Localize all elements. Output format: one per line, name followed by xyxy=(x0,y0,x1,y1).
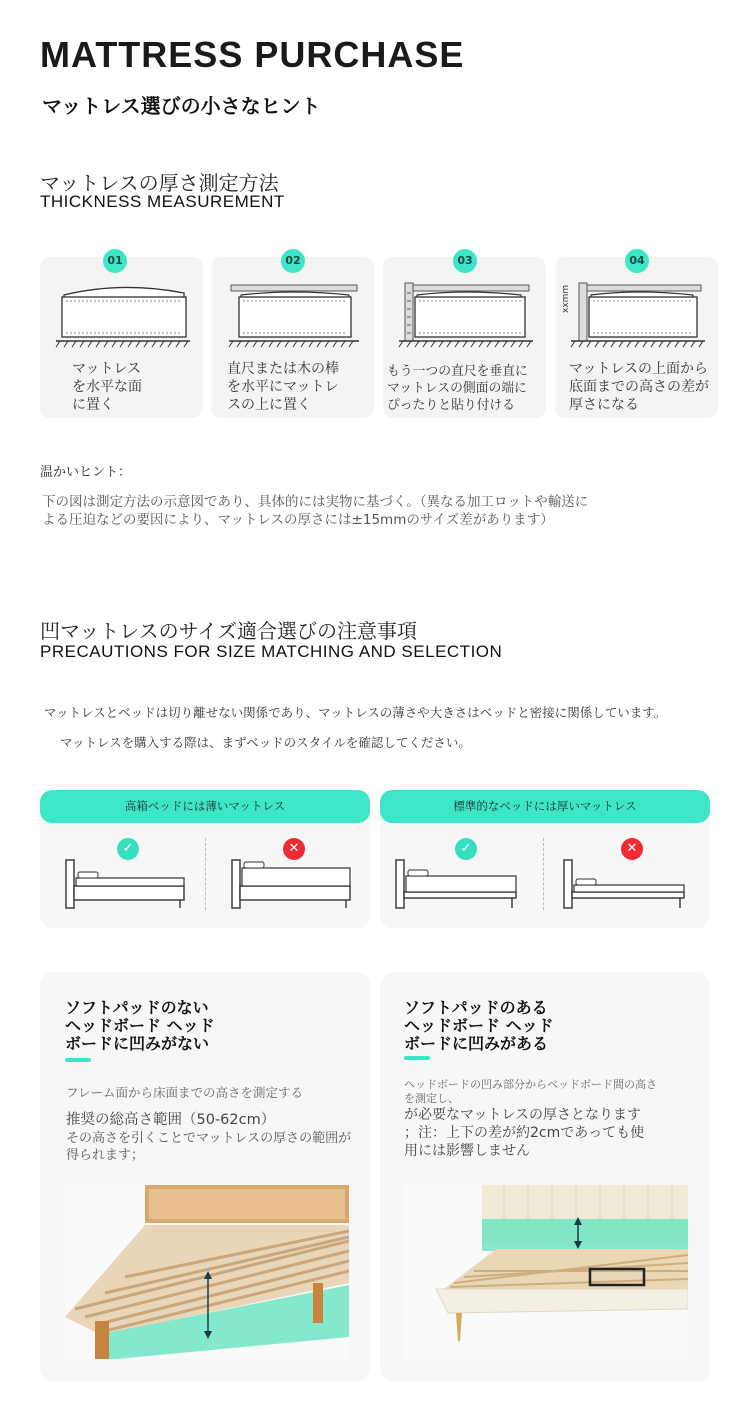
step-text-line: マットレス xyxy=(72,361,142,377)
mattress-thickness-result-illustration xyxy=(567,279,707,351)
step-text-line: を水平にマットレ xyxy=(227,379,339,395)
divider xyxy=(543,838,544,910)
wooden-bed-photo xyxy=(65,1185,349,1359)
card-subtext: フレーム面から床面までの高さを測定する xyxy=(66,1085,304,1100)
page-title: MATTRESS PURCHASE xyxy=(40,34,465,75)
check-icon: ✓ xyxy=(117,838,139,860)
upholstered-bed-photo xyxy=(404,1185,688,1359)
standard-bed-thick-mattress-illustration xyxy=(392,858,522,910)
divider xyxy=(205,838,206,910)
ruler-label: xxmm xyxy=(561,284,571,313)
card-note-line: が必要なマットレスの厚さとなります xyxy=(404,1107,642,1123)
step-text-line: ぴったりと貼り付ける xyxy=(387,398,515,413)
step-text-line: 底面までの高さの差が xyxy=(569,379,709,395)
card-heading-line: ソフトパッドのない xyxy=(65,998,209,1017)
section-measurement-title: マットレスの厚さ測定方法 xyxy=(40,171,279,195)
bed-compare-card-standard xyxy=(380,790,710,928)
step-text-line: マットレスの上面から xyxy=(569,361,709,377)
headboard-no-pad-card xyxy=(40,972,370,1382)
tip-text-line: よる圧迫などの要因により、マットレスの厚さには±15mmのサイズ差があります） xyxy=(42,512,554,528)
card-note-line: その高さを引くことでマットレスの厚さの範囲が xyxy=(66,1131,352,1146)
measure-step-3 xyxy=(383,254,546,418)
card-heading-line: ソフトパッドのある xyxy=(404,998,548,1017)
bed-compare-card-high-box xyxy=(40,790,370,928)
tip-label: 温かいヒント： xyxy=(40,465,132,480)
high-box-bed-thin-mattress-illustration xyxy=(62,858,190,910)
step-text-line: スの上に置く xyxy=(227,397,311,413)
card-heading-line: ヘッドボード ヘッド xyxy=(404,1016,554,1035)
step-number: 01 xyxy=(103,249,127,273)
mattress-with-two-rulers-illustration xyxy=(395,279,535,351)
cross-icon: ✕ xyxy=(621,838,643,860)
cross-icon: ✕ xyxy=(283,838,305,860)
mattress-on-floor-illustration xyxy=(52,279,192,351)
wooden-bed-measure-illustration xyxy=(65,1185,349,1359)
check-icon: ✓ xyxy=(455,838,477,860)
card-heading-line: ボードに凹みがない xyxy=(65,1034,210,1053)
step-text-line: 直尺または木の棒 xyxy=(227,361,339,377)
step-number: 02 xyxy=(281,249,305,273)
section-precautions-title: 凹マットレスのサイズ適合選びの注意事項 xyxy=(40,619,417,643)
tip-text-line: 下の図は測定方法の示意図であり、具体的には実物に基づく。（異なる加工ロットや輸送に xyxy=(42,494,589,510)
card-heading-line: ヘッドボード ヘッド xyxy=(65,1016,215,1035)
accent-bar xyxy=(404,1056,430,1060)
mattress-with-ruler-illustration xyxy=(223,279,363,351)
precautions-paragraph: マットレスとベッドは切り離せない関係であり、マットレスの薄さや大きさはベッドと密接に関係しています。 xyxy=(44,705,667,720)
standard-bed-thin-mattress-illustration xyxy=(560,858,690,910)
step-text-line: マットレスの側面の端に xyxy=(387,381,527,396)
measure-step-4 xyxy=(555,254,718,418)
high-box-bed-thick-mattress-illustration xyxy=(228,858,356,910)
measure-step-2 xyxy=(211,254,374,418)
step-number: 03 xyxy=(453,249,477,273)
step-text-line: を水平な面 xyxy=(72,379,142,395)
step-text-line: 厚さになる xyxy=(569,397,639,413)
card-note-line: 得られます； xyxy=(66,1148,145,1163)
recommended-height-range: 推奨の総高さ範囲（50-62cm） xyxy=(66,1112,276,1128)
headboard-with-pad-card xyxy=(380,972,710,1382)
step-text-line: に置く xyxy=(72,397,114,413)
card-heading-line: ボードに凹みがある xyxy=(404,1034,549,1053)
page-subtitle: マットレス選びの小さなヒント xyxy=(42,94,321,118)
section-precautions-subtitle: PRECAUTIONS FOR SIZE MATCHING AND SELECTION xyxy=(40,642,503,661)
step-text-line: もう一つの直尺を垂直に xyxy=(387,364,528,379)
accent-bar xyxy=(65,1058,91,1062)
card-subtext-line: を測定し、 xyxy=(404,1092,459,1105)
measure-step-1 xyxy=(40,254,203,418)
compare-card-header: 高箱ベッドには薄いマットレス xyxy=(40,790,370,823)
section-measurement-subtitle: THICKNESS MEASUREMENT xyxy=(40,192,285,211)
step-number: 04 xyxy=(625,249,649,273)
upholstered-bed-measure-illustration xyxy=(404,1185,688,1359)
card-note-line: 用には影響しません xyxy=(404,1143,530,1159)
precautions-paragraph: マットレスを購入する際は、まずベッドのスタイルを確認してください。 xyxy=(60,735,471,750)
card-note-line: ；注：上下の差が約2cmであっても使 xyxy=(404,1125,645,1141)
compare-card-header: 標準的なベッドには厚いマットレス xyxy=(380,790,710,823)
card-subtext-line: ヘッドボードの凹み部分からベッドボード間の高さ xyxy=(404,1078,657,1091)
